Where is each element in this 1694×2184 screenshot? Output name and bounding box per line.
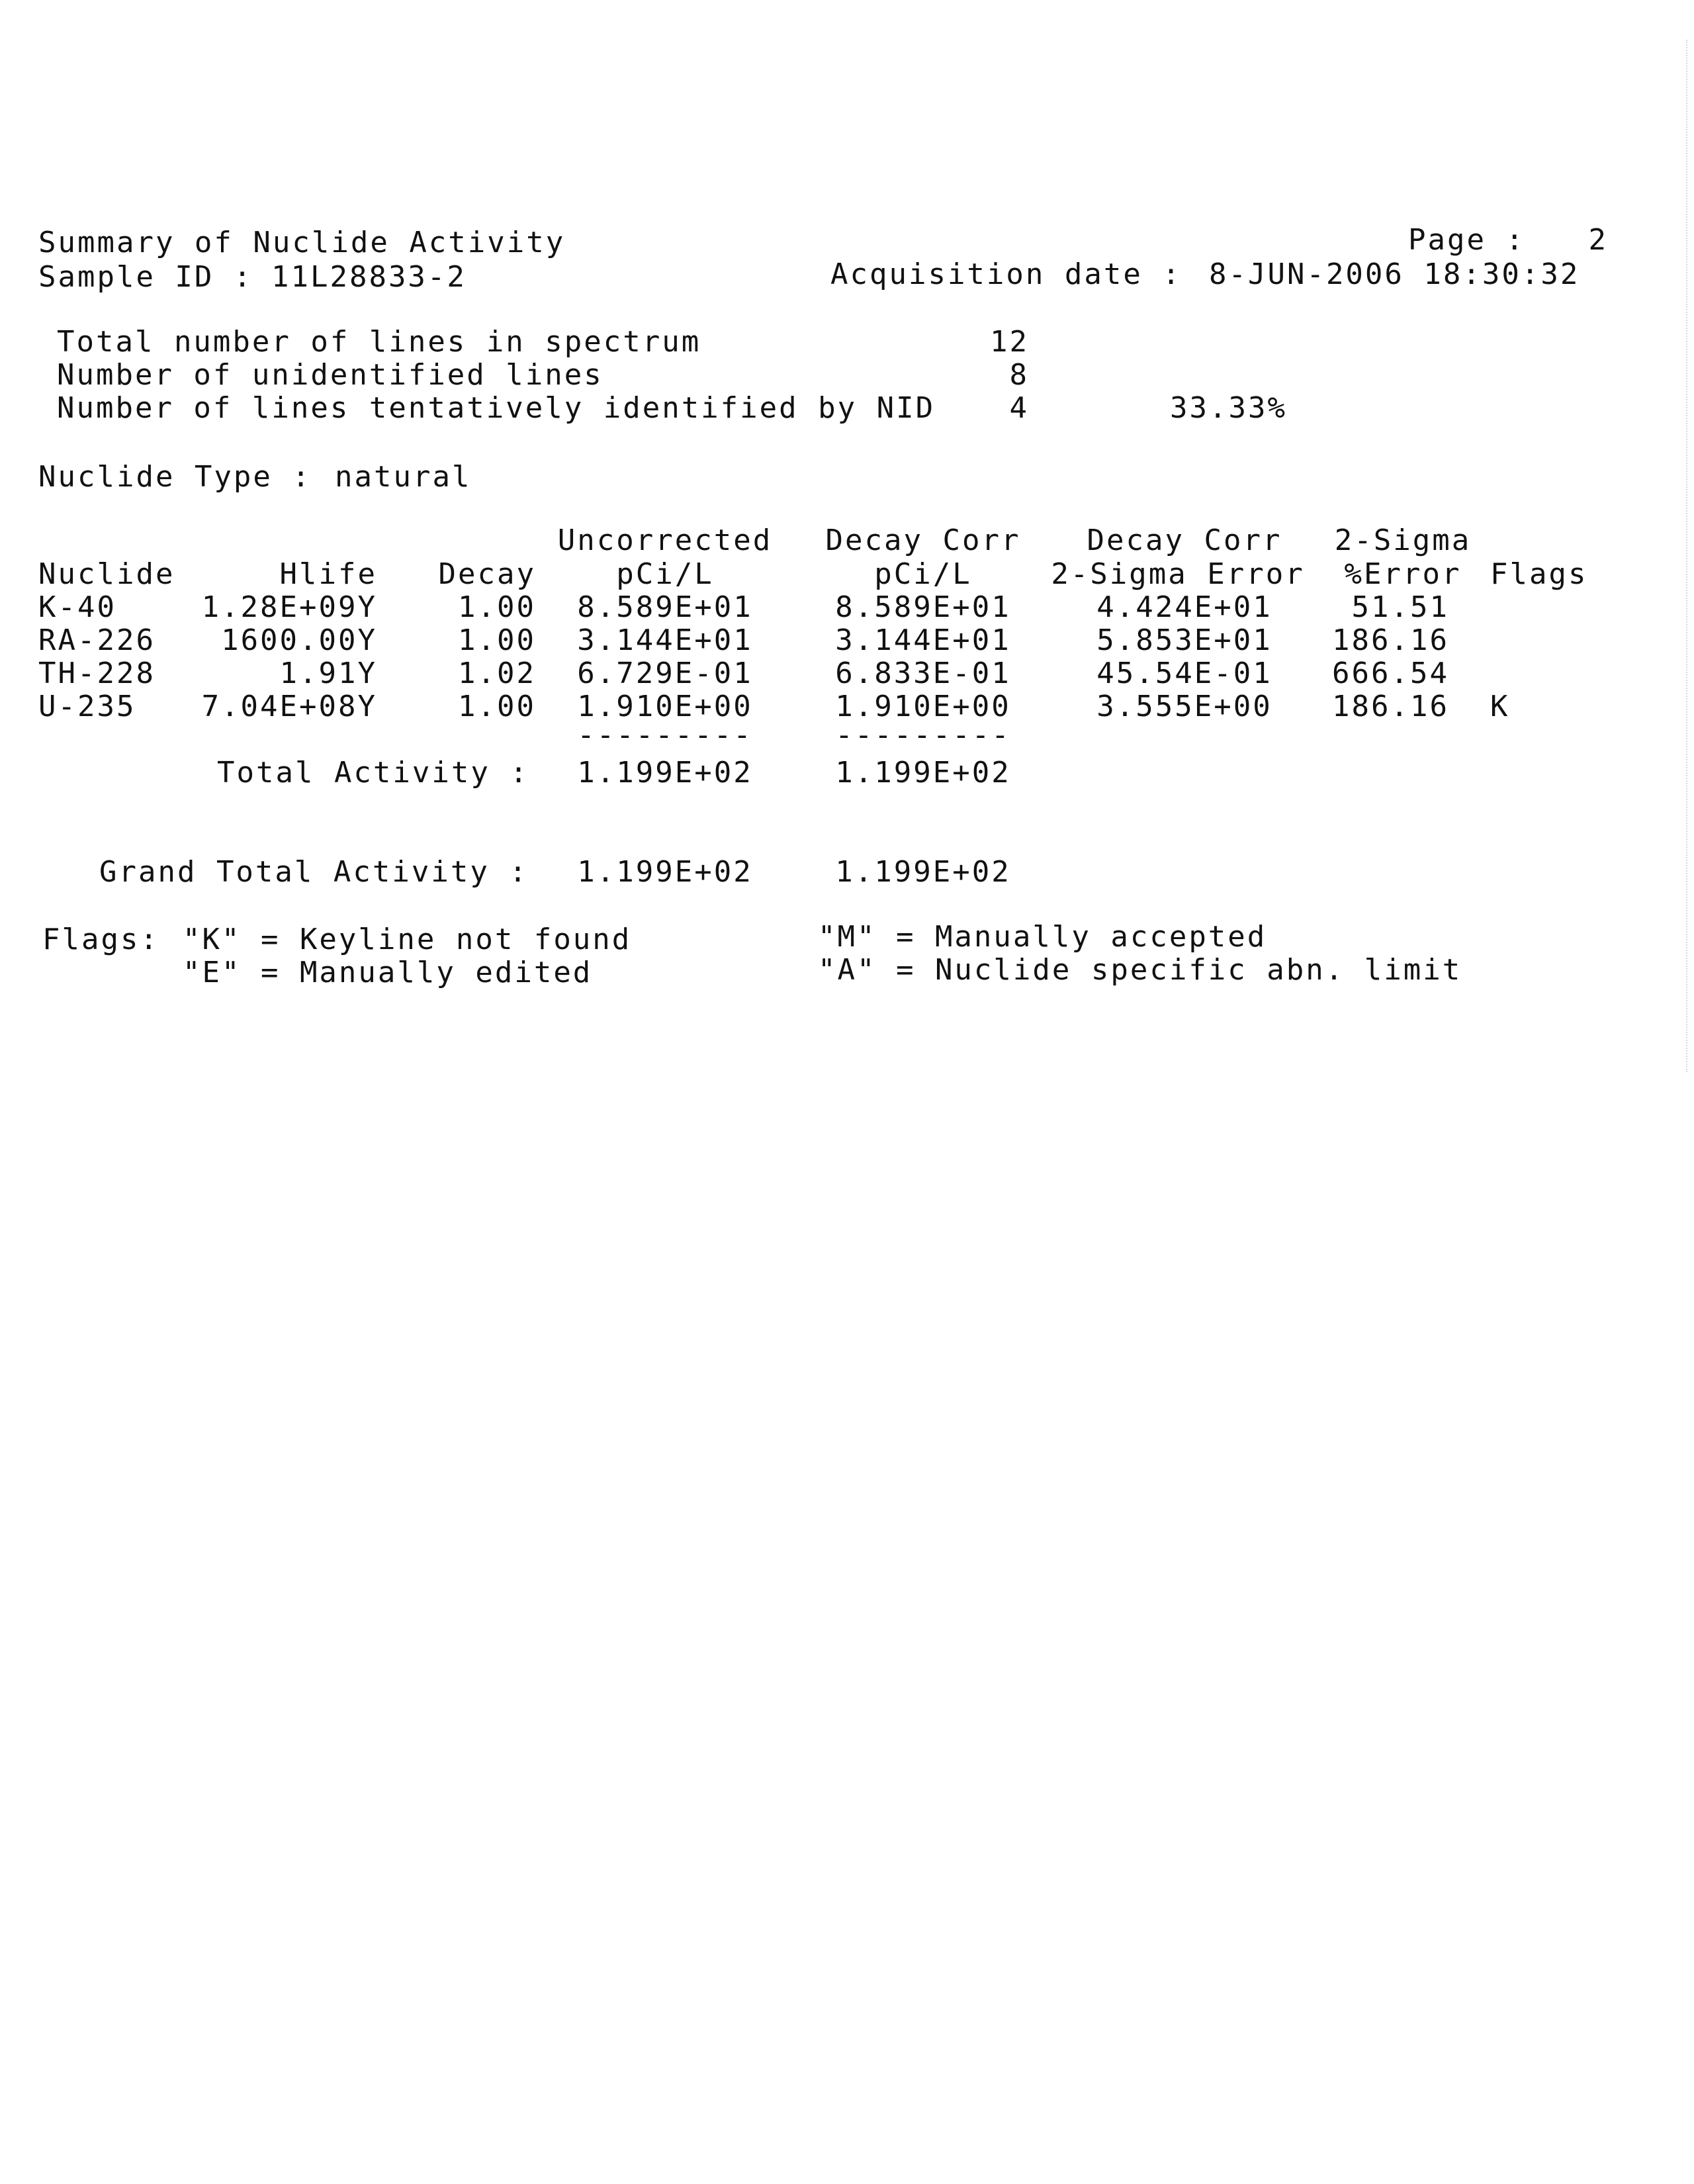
- table-cell-error: 4.424E+01: [1096, 590, 1272, 624]
- table-cell-decay-corr: 1.910E+00: [835, 690, 1011, 723]
- page-number: 2: [1588, 223, 1608, 257]
- separator-decay-corr: ---------: [835, 718, 1011, 752]
- header-decay-corr: Decay Corr: [825, 523, 1021, 557]
- table-cell-decay: 1.02: [458, 657, 536, 690]
- table-cell-hlife: 1600.00Y: [221, 623, 377, 657]
- header-decay-corr-unit: pCi/L: [874, 557, 972, 591]
- total-activity-uncorrected: 1.199E+02: [577, 756, 753, 790]
- table-cell-nuclide: TH-228: [38, 657, 156, 690]
- flags-legend-label: Flags:: [42, 923, 159, 956]
- page-label: Page :: [1408, 223, 1525, 257]
- table-cell-percent-error: 186.16: [1332, 623, 1449, 657]
- table-cell-percent-error: 51.51: [1351, 590, 1449, 624]
- acquisition-date-label: Acquisition date :: [830, 257, 1182, 291]
- scan-edge-marks: [1686, 40, 1689, 1072]
- separator-uncorrected: ---------: [577, 718, 753, 752]
- grand-total-uncorrected: 1.199E+02: [577, 855, 753, 889]
- nuclide-type-value: natural: [335, 460, 472, 494]
- sample-id-label: Sample ID :: [38, 260, 253, 294]
- unidentified-lines-value: 8: [1009, 358, 1029, 392]
- flag-e-description: "E" = Manually edited: [183, 956, 593, 989]
- flag-k-description: "K" = Keyline not found: [183, 923, 632, 956]
- header-flags: Flags: [1490, 557, 1588, 591]
- flag-a-description: "A" = Nuclide specific abn. limit: [818, 953, 1462, 987]
- table-cell-percent-error: 666.54: [1332, 657, 1449, 690]
- grand-total-activity-label: Grand Total Activity :: [99, 855, 529, 889]
- total-activity-decay-corr: 1.199E+02: [835, 756, 1011, 790]
- table-cell-hlife: 7.04E+08Y: [201, 690, 377, 723]
- table-cell-decay-corr: 3.144E+01: [835, 623, 1011, 657]
- table-cell-decay: 1.00: [458, 623, 536, 657]
- total-lines-label: Total number of lines in spectrum: [57, 325, 701, 359]
- total-activity-label: Total Activity :: [217, 756, 529, 790]
- report-title: Summary of Nuclide Activity: [38, 226, 566, 259]
- tentative-lines-label: Number of lines tentatively identified by NID: [57, 391, 936, 425]
- table-cell-uncorrected: 8.589E+01: [577, 590, 753, 624]
- table-cell-nuclide: U-235: [38, 690, 136, 723]
- header-nuclide: Nuclide: [38, 557, 175, 591]
- table-cell-nuclide: RA-226: [38, 623, 156, 657]
- table-cell-nuclide: K-40: [38, 590, 116, 624]
- header-uncorrected-unit: pCi/L: [616, 557, 714, 591]
- table-cell-percent-error: 186.16: [1332, 690, 1449, 723]
- table-cell-decay: 1.00: [458, 590, 536, 624]
- table-cell-hlife: 1.91Y: [279, 657, 377, 690]
- nuclide-type-label: Nuclide Type :: [38, 460, 312, 494]
- header-hlife: Hlife: [279, 557, 377, 591]
- table-cell-uncorrected: 6.729E-01: [577, 657, 753, 690]
- table-cell-error: 45.54E-01: [1096, 657, 1272, 690]
- table-cell-uncorrected: 3.144E+01: [577, 623, 753, 657]
- header-decay: Decay: [438, 557, 536, 591]
- grand-total-decay-corr: 1.199E+02: [835, 855, 1011, 889]
- table-cell-decay-corr: 6.833E-01: [835, 657, 1011, 690]
- unidentified-lines-label: Number of unidentified lines: [57, 358, 603, 392]
- sample-id-value: 11L28833-2: [271, 260, 467, 294]
- table-cell-error: 3.555E+00: [1096, 690, 1272, 723]
- header-uncorrected: Uncorrected: [557, 523, 773, 557]
- header-decay-corr-error: Decay Corr: [1087, 523, 1282, 557]
- header-percent-error: %Error: [1344, 557, 1462, 591]
- header-2-sigma: 2-Sigma: [1334, 523, 1472, 557]
- tentative-lines-percent: 33.33%: [1170, 391, 1287, 425]
- tentative-lines-value: 4: [1009, 391, 1029, 425]
- table-cell-uncorrected: 1.910E+00: [577, 690, 753, 723]
- table-cell-decay-corr: 8.589E+01: [835, 590, 1011, 624]
- total-lines-value: 12: [990, 325, 1029, 359]
- flag-m-description: "M" = Manually accepted: [818, 920, 1267, 954]
- acquisition-date-value: 8-JUN-2006 18:30:32: [1209, 257, 1580, 291]
- header-2-sigma-error: 2-Sigma Error: [1051, 557, 1305, 591]
- table-cell-flag: K: [1490, 690, 1510, 723]
- table-cell-error: 5.853E+01: [1096, 623, 1272, 657]
- table-cell-decay: 1.00: [458, 690, 536, 723]
- table-cell-hlife: 1.28E+09Y: [201, 590, 377, 624]
